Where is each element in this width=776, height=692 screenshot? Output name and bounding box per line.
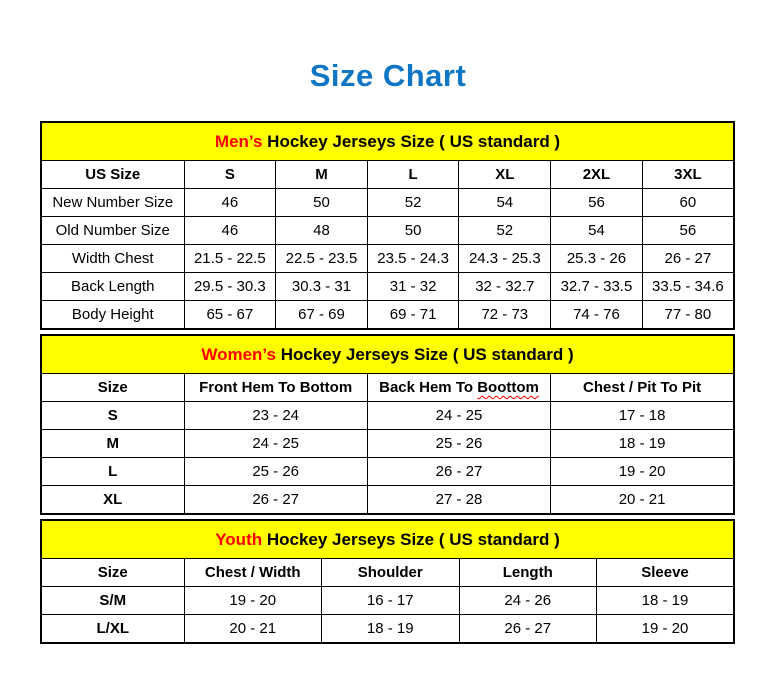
row-label: Old Number Size bbox=[41, 217, 184, 245]
column-header bbox=[642, 161, 734, 189]
table-row bbox=[41, 587, 734, 615]
table-row bbox=[41, 615, 734, 644]
womens-size-table bbox=[40, 334, 735, 515]
column-header-label: Chest / Pit To Pit bbox=[583, 379, 702, 396]
value-cell: 19 - 20 bbox=[551, 458, 734, 486]
column-header bbox=[184, 374, 367, 402]
value-cell: 33.5 - 34.6 bbox=[642, 273, 734, 301]
column-header-label: Size bbox=[97, 379, 128, 396]
value-cell: 50 bbox=[367, 217, 459, 245]
value-cell: 26 - 27 bbox=[367, 458, 550, 486]
value-cell: 52 bbox=[367, 189, 459, 217]
column-header-label: Size bbox=[97, 564, 128, 581]
value-cell: 26 - 27 bbox=[642, 245, 734, 273]
column-header-label: L bbox=[408, 166, 418, 183]
table-row bbox=[41, 458, 734, 486]
column-header-label: Chest / Width bbox=[204, 564, 301, 581]
value-cell: 19 - 20 bbox=[184, 587, 322, 615]
value-cell: 18 - 19 bbox=[551, 430, 734, 458]
value-cell: 24 - 25 bbox=[184, 430, 367, 458]
youth-size-table bbox=[40, 519, 735, 644]
column-header bbox=[41, 374, 184, 402]
banner-highlight: Youth bbox=[215, 529, 263, 549]
column-header-label: Sleeve bbox=[641, 564, 689, 581]
column-header-label: Shoulder bbox=[357, 564, 423, 581]
row-label: S bbox=[41, 402, 184, 430]
table-row bbox=[41, 402, 734, 430]
mens-size-table bbox=[40, 121, 735, 330]
section-banner bbox=[41, 122, 734, 161]
value-cell: 26 - 27 bbox=[184, 486, 367, 515]
value-cell: 18 - 19 bbox=[322, 615, 460, 644]
row-label: Width Chest bbox=[41, 245, 184, 273]
row-label: Body Height bbox=[41, 301, 184, 330]
value-cell: 65 - 67 bbox=[184, 301, 276, 330]
column-header bbox=[322, 559, 460, 587]
column-header-label: US Size bbox=[85, 166, 141, 183]
column-header bbox=[367, 374, 550, 402]
row-label: M bbox=[41, 430, 184, 458]
column-header bbox=[41, 559, 184, 587]
value-cell: 30.3 - 31 bbox=[276, 273, 368, 301]
value-cell: 60 bbox=[642, 189, 734, 217]
value-cell: 56 bbox=[642, 217, 734, 245]
value-cell: 23 - 24 bbox=[184, 402, 367, 430]
value-cell: 32 - 32.7 bbox=[459, 273, 551, 301]
value-cell: 56 bbox=[551, 189, 643, 217]
banner-text: Hockey Jerseys Size ( US standard ) bbox=[262, 529, 560, 549]
column-header bbox=[597, 559, 735, 587]
column-header bbox=[551, 374, 734, 402]
value-cell: 16 - 17 bbox=[322, 587, 460, 615]
value-cell: 50 bbox=[276, 189, 368, 217]
value-cell: 31 - 32 bbox=[367, 273, 459, 301]
value-cell: 72 - 73 bbox=[459, 301, 551, 330]
banner-highlight: Women’s bbox=[201, 344, 276, 364]
value-cell: 24.3 - 25.3 bbox=[459, 245, 551, 273]
column-header-label: Front Hem To Bottom bbox=[199, 379, 353, 396]
value-cell: 25.3 - 26 bbox=[551, 245, 643, 273]
value-cell: 25 - 26 bbox=[184, 458, 367, 486]
column-header bbox=[459, 559, 597, 587]
banner-text: Hockey Jerseys Size ( US standard ) bbox=[275, 344, 574, 364]
value-cell: 54 bbox=[459, 189, 551, 217]
value-cell: 77 - 80 bbox=[642, 301, 734, 330]
table-row bbox=[41, 430, 734, 458]
row-label: L/XL bbox=[41, 615, 184, 644]
value-cell: 27 - 28 bbox=[367, 486, 550, 515]
table-row bbox=[41, 273, 734, 301]
value-cell: 46 bbox=[184, 217, 276, 245]
value-cell: 69 - 71 bbox=[367, 301, 459, 330]
column-header-label: Length bbox=[502, 564, 553, 581]
table-row bbox=[41, 301, 734, 330]
row-label: Back Length bbox=[41, 273, 184, 301]
row-label: L bbox=[41, 458, 184, 486]
page-title: Size Chart bbox=[309, 58, 467, 93]
table-row bbox=[41, 217, 734, 245]
section-banner bbox=[41, 520, 734, 559]
column-header-label: Back Hem To bbox=[379, 379, 478, 396]
section-banner bbox=[41, 335, 734, 374]
table-row bbox=[41, 189, 734, 217]
value-cell: 19 - 20 bbox=[597, 615, 735, 644]
value-cell: 48 bbox=[276, 217, 368, 245]
banner-highlight: Men’s bbox=[214, 131, 263, 151]
column-header bbox=[367, 161, 459, 189]
value-cell: 67 - 69 bbox=[276, 301, 368, 330]
value-cell: 21.5 - 22.5 bbox=[184, 245, 276, 273]
column-header-label: 2XL bbox=[582, 166, 611, 183]
column-header-label: S bbox=[224, 166, 235, 183]
column-header-label: M bbox=[315, 166, 328, 183]
table-row bbox=[41, 245, 734, 273]
column-header-label: XL bbox=[495, 166, 515, 183]
column-header bbox=[459, 161, 551, 189]
column-header bbox=[184, 161, 276, 189]
misspelled-word: Boottom bbox=[477, 379, 539, 396]
value-cell: 54 bbox=[551, 217, 643, 245]
banner-text: Hockey Jerseys Size ( US standard ) bbox=[262, 131, 561, 151]
column-header-label: 3XL bbox=[674, 166, 702, 183]
value-cell: 20 - 21 bbox=[551, 486, 734, 515]
sections bbox=[40, 121, 735, 648]
column-header bbox=[276, 161, 368, 189]
value-cell: 22.5 - 23.5 bbox=[276, 245, 368, 273]
value-cell: 17 - 18 bbox=[551, 402, 734, 430]
column-header bbox=[184, 559, 322, 587]
value-cell: 46 bbox=[184, 189, 276, 217]
table-row bbox=[41, 486, 734, 515]
value-cell: 32.7 - 33.5 bbox=[551, 273, 643, 301]
value-cell: 20 - 21 bbox=[184, 615, 322, 644]
value-cell: 26 - 27 bbox=[459, 615, 597, 644]
value-cell: 29.5 - 30.3 bbox=[184, 273, 276, 301]
column-header bbox=[551, 161, 643, 189]
column-header bbox=[41, 161, 184, 189]
value-cell: 74 - 76 bbox=[551, 301, 643, 330]
value-cell: 18 - 19 bbox=[597, 587, 735, 615]
value-cell: 23.5 - 24.3 bbox=[367, 245, 459, 273]
row-label: New Number Size bbox=[41, 189, 184, 217]
row-label: S/M bbox=[41, 587, 184, 615]
row-label: XL bbox=[41, 486, 184, 515]
value-cell: 24 - 25 bbox=[367, 402, 550, 430]
value-cell: 52 bbox=[459, 217, 551, 245]
value-cell: 25 - 26 bbox=[367, 430, 550, 458]
value-cell: 24 - 26 bbox=[459, 587, 597, 615]
